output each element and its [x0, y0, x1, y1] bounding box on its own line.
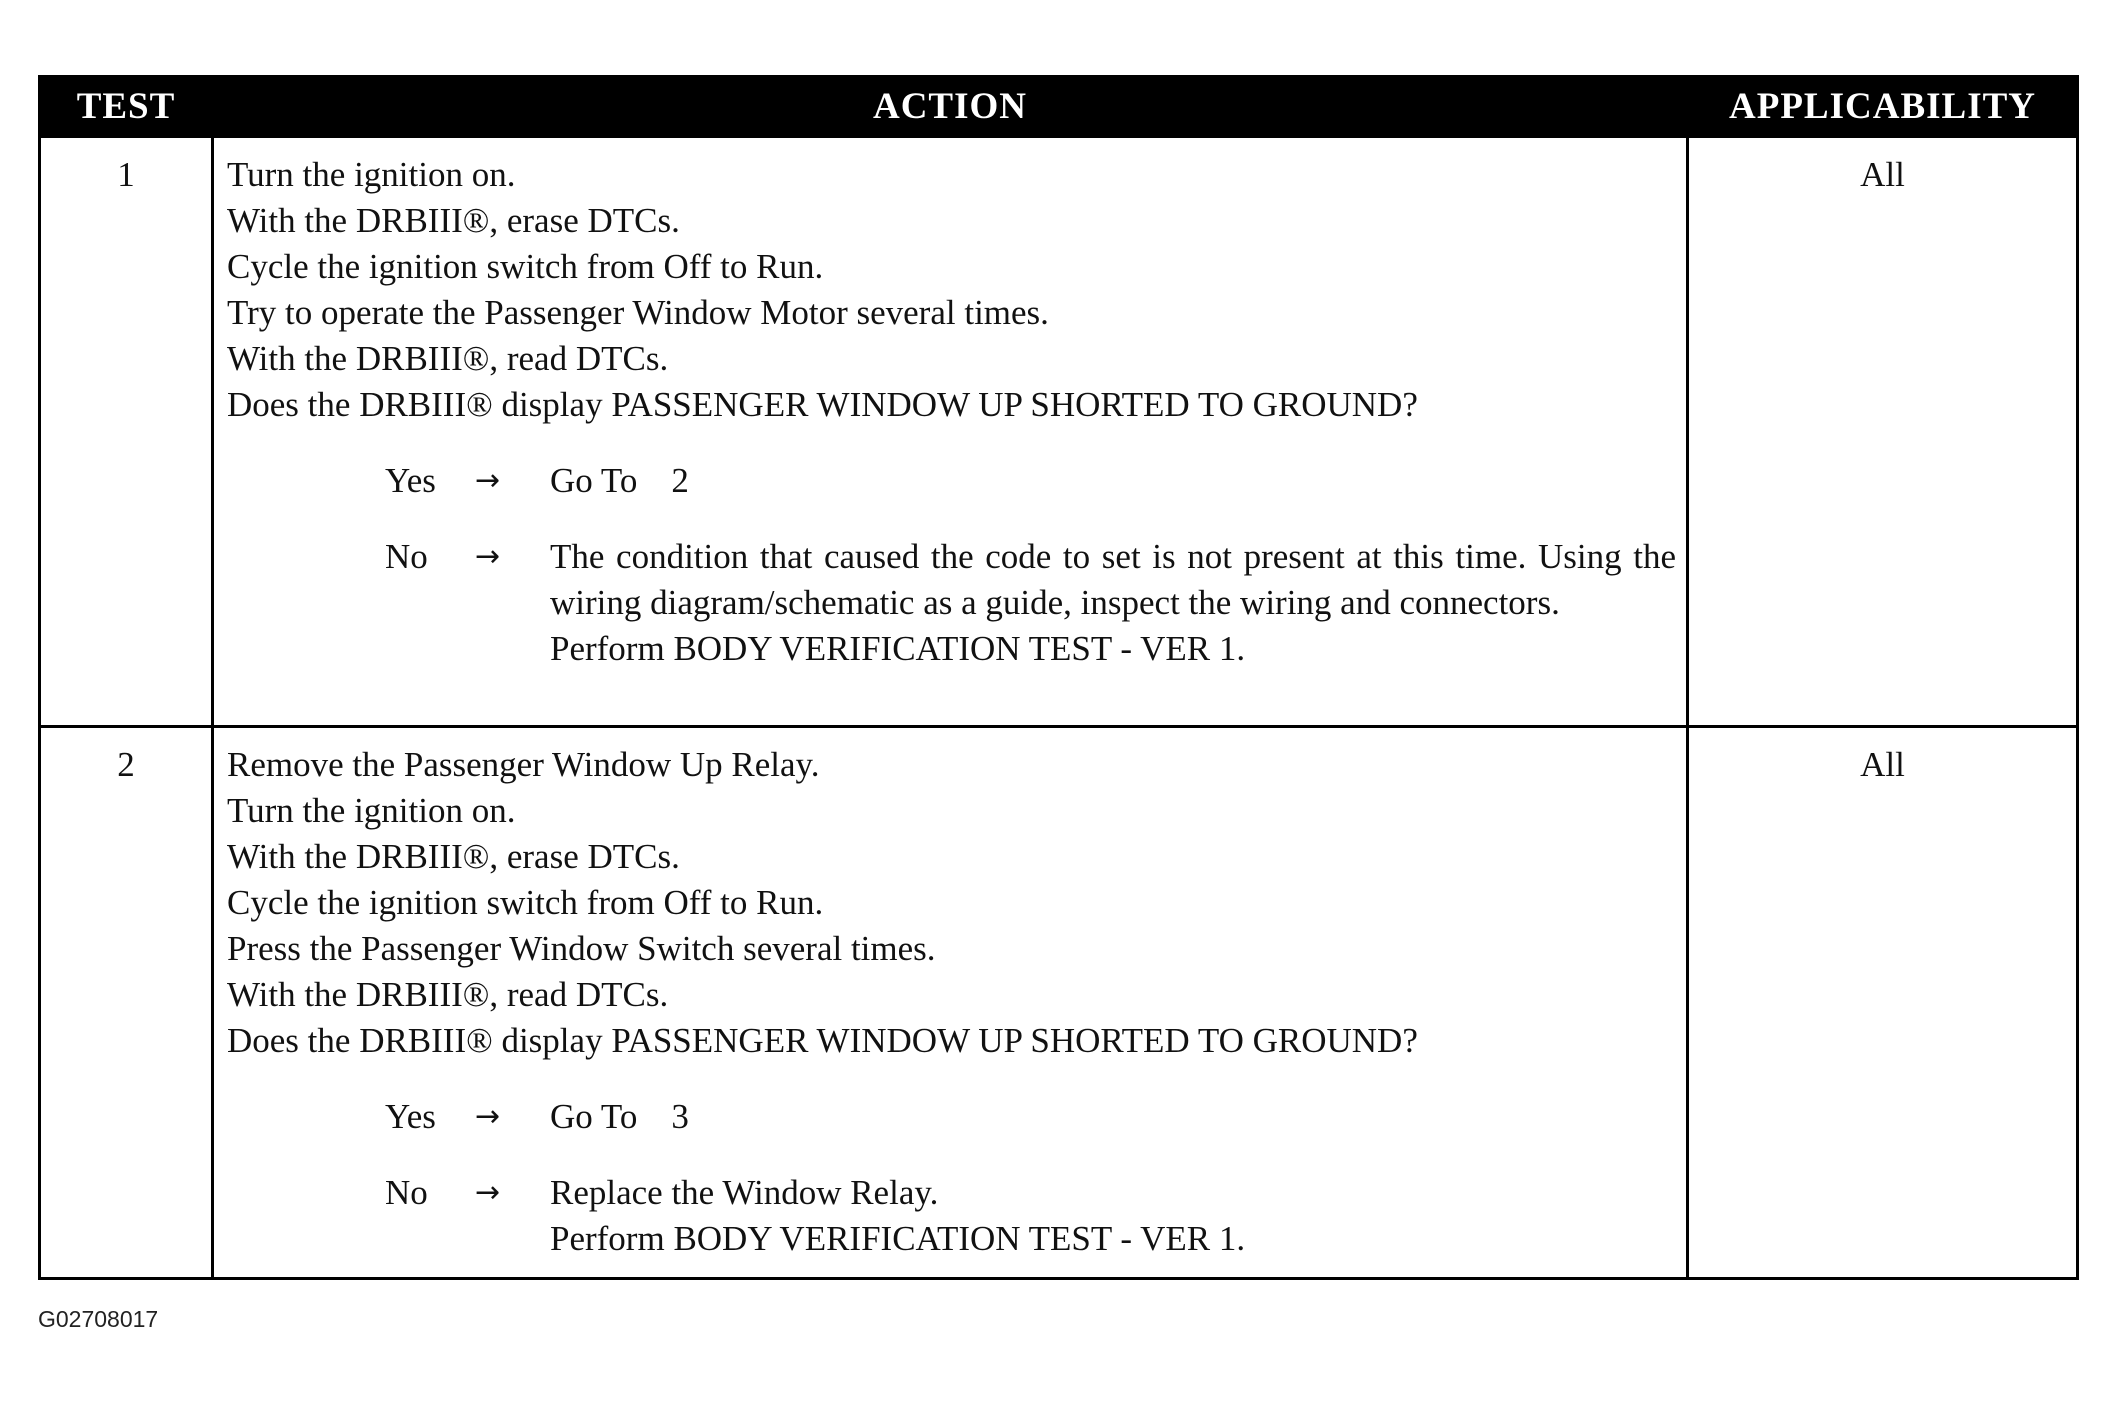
action-column-header: ACTION: [213, 77, 1688, 137]
no-label: No: [385, 1173, 428, 1212]
no-result: [550, 534, 1676, 672]
no-result: [550, 1170, 1676, 1262]
test-number: 1: [40, 137, 213, 727]
goto-label: Go To: [550, 461, 638, 500]
action-step: Cycle the ignition switch from Off to Run.: [227, 247, 824, 286]
action-step: Remove the Passenger Window Up Relay.: [227, 745, 820, 784]
test-column-header: TEST: [40, 77, 213, 137]
diagnostic-test-table: [38, 75, 2079, 1280]
action-step: Turn the ignition on.: [227, 791, 516, 830]
yes-result: [550, 458, 1676, 504]
no-result-text: Perform BODY VERIFICATION TEST - VER 1.: [550, 629, 1246, 668]
figure-id: G02708017: [38, 1306, 159, 1332]
table-row: [40, 727, 2078, 1279]
table-row: [40, 137, 2078, 727]
action-cell: [213, 727, 1688, 1279]
action-step: Does the DRBIII® display PASSENGER WINDOW UP SHORTED TO GROUND?: [227, 385, 1418, 424]
action-step: With the DRBIII®, erase DTCs.: [227, 201, 680, 240]
table-header-row: [40, 77, 2078, 137]
right-arrow-icon: →: [475, 463, 501, 498]
goto-test-link[interactable]: 3: [671, 1097, 689, 1136]
no-result-text: Perform BODY VERIFICATION TEST - VER 1.: [550, 1219, 1246, 1258]
right-arrow-icon: →: [475, 539, 501, 574]
branch-block: [227, 458, 1676, 672]
no-result-text: The condition that caused the code to set is not present at this time. Using the wiring diagram/schematic as a guide, inspect the wiring and connectors.: [550, 537, 1676, 622]
action-step: With the DRBIII®, read DTCs.: [227, 975, 669, 1014]
no-branch: [227, 1170, 1676, 1262]
action-step: With the DRBIII®, read DTCs.: [227, 339, 669, 378]
no-branch: [227, 534, 1676, 672]
no-label: No: [385, 537, 428, 576]
action-step: With the DRBIII®, erase DTCs.: [227, 837, 680, 876]
action-cell: [213, 137, 1688, 727]
branch-block: [227, 1094, 1676, 1262]
test-number: 2: [40, 727, 213, 1279]
right-arrow-icon: →: [475, 1099, 501, 1134]
action-step: Cycle the ignition switch from Off to Run.: [227, 883, 824, 922]
yes-branch: [227, 458, 1676, 504]
applicability-value: All: [1688, 727, 2078, 1279]
action-step: Press the Passenger Window Switch several times.: [227, 929, 936, 968]
action-step: Does the DRBIII® display PASSENGER WINDOW UP SHORTED TO GROUND?: [227, 1021, 1418, 1060]
yes-result: [550, 1094, 1676, 1140]
yes-branch: [227, 1094, 1676, 1140]
right-arrow-icon: →: [475, 1175, 501, 1210]
no-result-text: Replace the Window Relay.: [550, 1173, 939, 1212]
goto-label: Go To: [550, 1097, 638, 1136]
action-step: Try to operate the Passenger Window Motor several times.: [227, 293, 1049, 332]
yes-label: Yes: [385, 1097, 436, 1136]
goto-test-link[interactable]: 2: [671, 461, 689, 500]
applicability-value: All: [1688, 137, 2078, 727]
applicability-column-header: APPLICABILITY: [1688, 77, 2078, 137]
yes-label: Yes: [385, 461, 436, 500]
action-step: Turn the ignition on.: [227, 155, 516, 194]
